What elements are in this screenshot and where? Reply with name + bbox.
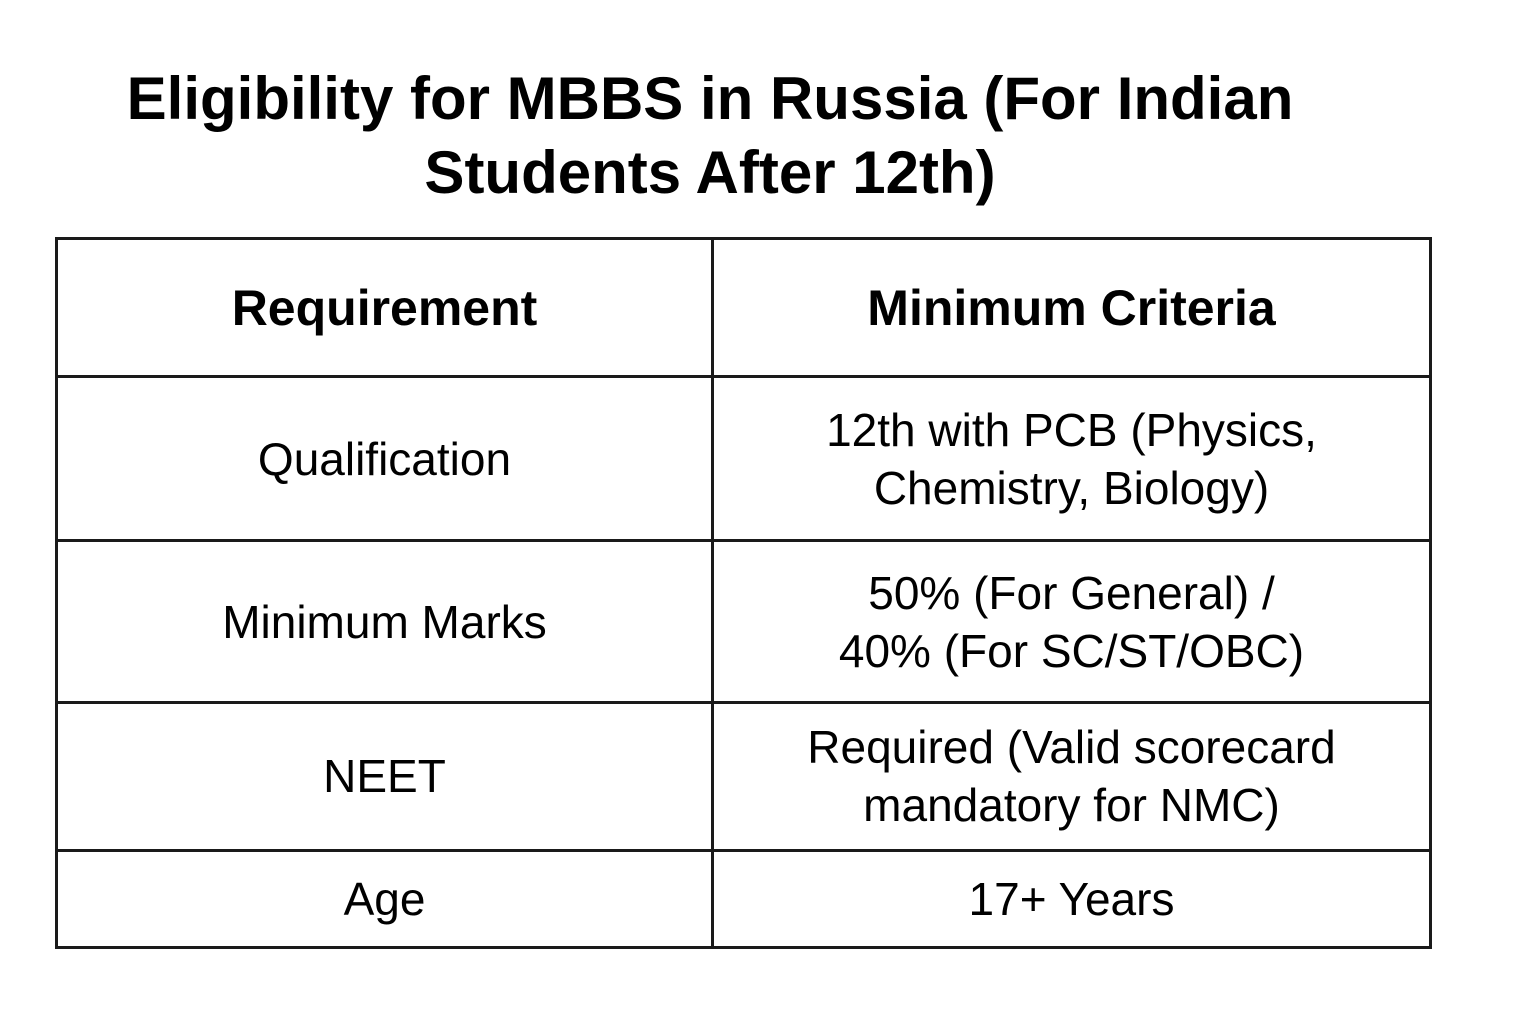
header-requirement: Requirement [57,239,713,377]
table-row [57,377,1431,541]
criteria-line: Chemistry, Biology) [873,461,1270,514]
criteria-cell [713,850,1431,947]
criteria-line: 40% (For SC/ST/OBC) [838,624,1305,677]
requirement-cell: NEET [57,702,713,850]
table-row [57,850,1431,947]
criteria-cell [713,702,1431,850]
table-row [57,541,1431,702]
table-header-row [57,239,1431,377]
table-row [57,702,1431,850]
page-title [110,62,1310,210]
criteria-line: 50% (For General) / [868,566,1275,619]
page-title-line-1: Eligibility for MBBS in Russia (For Indian [126,65,1294,132]
criteria-line: Required (Valid scorecard [807,721,1336,774]
page-title-line-2: Students After 12th) [424,139,996,206]
criteria-line: 17+ Years [968,872,1175,925]
eligibility-table [55,237,1432,949]
criteria-cell [713,377,1431,541]
header-minimum-criteria: Minimum Criteria [713,239,1431,377]
criteria-cell [713,541,1431,702]
criteria-line: mandatory for NMC) [863,779,1280,832]
requirement-cell: Qualification [57,377,713,541]
requirement-cell: Age [57,850,713,947]
criteria-line: 12th with PCB (Physics, [826,403,1317,456]
requirement-cell: Minimum Marks [57,541,713,702]
